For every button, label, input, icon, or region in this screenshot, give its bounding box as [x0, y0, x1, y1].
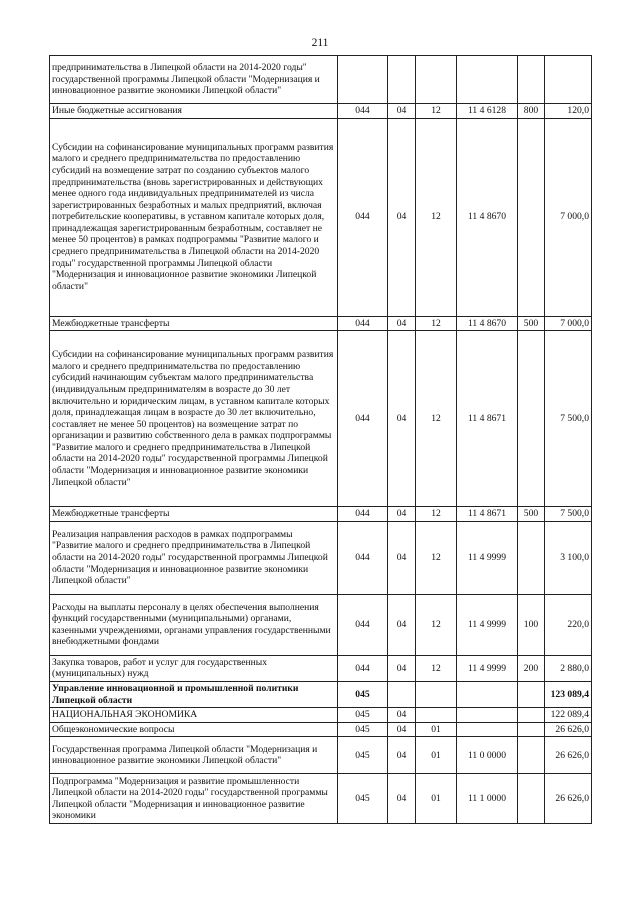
target-article-cell — [457, 681, 518, 707]
section-code-cell: 04 — [388, 594, 416, 655]
row-name-cell: предпринимательства в Липецкой области на 2014-2020 годы" государственной программы Липецкой области "Модернизация и инновационное развитие экономики Липецкой области" — [50, 56, 338, 104]
expense-type-cell — [518, 708, 545, 723]
target-article-cell: 11 1 0000 — [457, 774, 518, 824]
target-article-cell: 11 4 8671 — [457, 331, 518, 507]
amount-cell: 7 500,0 — [545, 507, 592, 522]
table-row — [50, 521, 592, 594]
target-article-cell: 11 4 9999 — [457, 655, 518, 681]
expense-type-cell — [518, 774, 545, 824]
subsection-code-cell: 12 — [416, 316, 457, 331]
row-name-cell: Расходы на выплаты персоналу в целях обеспечения выполнения функций государственными (муниципальными) органами, казенными учреждениями, органами управления государственными внебюджетными фондами — [50, 594, 338, 655]
table-row — [50, 737, 592, 774]
section-code-cell: 04 — [388, 722, 416, 737]
subsection-code-cell: 12 — [416, 521, 457, 594]
admin-code-cell: 044 — [338, 316, 388, 331]
section-code-cell: 04 — [388, 737, 416, 774]
amount-cell: 220,0 — [545, 594, 592, 655]
subsection-code-cell — [416, 681, 457, 707]
target-article-cell — [457, 722, 518, 737]
section-code-cell: 04 — [388, 331, 416, 507]
row-name-cell: Государственная программа Липецкой области "Модернизация и инновационное развитие экономики Липецкой области" — [50, 737, 338, 774]
amount-cell: 120,0 — [545, 104, 592, 119]
expense-type-cell — [518, 681, 545, 707]
subsection-code-cell: 12 — [416, 331, 457, 507]
admin-code-cell: 044 — [338, 594, 388, 655]
section-code-cell: 04 — [388, 774, 416, 824]
subsection-code-cell: 01 — [416, 722, 457, 737]
admin-code-cell: 045 — [338, 681, 388, 707]
table-row — [50, 681, 592, 707]
amount-cell: 3 100,0 — [545, 521, 592, 594]
table-row — [50, 708, 592, 723]
amount-cell: 26 626,0 — [545, 737, 592, 774]
amount-cell: 26 626,0 — [545, 774, 592, 824]
amount-cell: 7 000,0 — [545, 316, 592, 331]
section-code-cell: 04 — [388, 655, 416, 681]
table-row — [50, 655, 592, 681]
target-article-cell: 11 0 0000 — [457, 737, 518, 774]
table-row — [50, 722, 592, 737]
admin-code-cell: 044 — [338, 655, 388, 681]
target-article-cell: 11 4 8670 — [457, 316, 518, 331]
admin-code-cell: 044 — [338, 118, 388, 316]
expense-type-cell — [518, 722, 545, 737]
admin-code-cell: 044 — [338, 521, 388, 594]
admin-code-cell: 044 — [338, 331, 388, 507]
amount-cell: 26 626,0 — [545, 722, 592, 737]
target-article-cell — [457, 56, 518, 104]
budget-table — [49, 55, 592, 824]
admin-code-cell: 044 — [338, 104, 388, 119]
table-row — [50, 331, 592, 507]
row-name-cell: Межбюджетные трансферты — [50, 316, 338, 331]
subsection-code-cell: 12 — [416, 118, 457, 316]
row-name-cell: Общеэкономические вопросы — [50, 722, 338, 737]
section-code-cell — [388, 56, 416, 104]
target-article-cell: 11 4 8671 — [457, 507, 518, 522]
target-article-cell: 11 4 6128 — [457, 104, 518, 119]
table-row — [50, 104, 592, 119]
subsection-code-cell — [416, 708, 457, 723]
table-row — [50, 316, 592, 331]
page-number: 211 — [311, 37, 329, 49]
subsection-code-cell: 12 — [416, 655, 457, 681]
table-row — [50, 774, 592, 824]
subsection-code-cell: 01 — [416, 737, 457, 774]
expense-type-cell: 500 — [518, 507, 545, 522]
target-article-cell: 11 4 8670 — [457, 118, 518, 316]
row-name-cell: Подпрограмма "Модернизация и развитие промышленности Липецкой области на 2014-2020 годы" государственной программы Липецкой области "Модернизация и инновационное развитие экономики — [50, 774, 338, 824]
admin-code-cell: 045 — [338, 774, 388, 824]
section-code-cell: 04 — [388, 104, 416, 119]
admin-code-cell: 045 — [338, 722, 388, 737]
admin-code-cell — [338, 56, 388, 104]
row-name-cell: Управление инновационной и промышленной политики Липецкой области — [50, 681, 338, 707]
table-row — [50, 507, 592, 522]
expense-type-cell — [518, 737, 545, 774]
subsection-code-cell: 12 — [416, 104, 457, 119]
amount-cell: 123 089,4 — [545, 681, 592, 707]
budget-table-body — [50, 56, 592, 824]
expense-type-cell: 800 — [518, 104, 545, 119]
row-name-cell: Закупка товаров, работ и услуг для государственных (муниципальных) нужд — [50, 655, 338, 681]
row-name-cell: НАЦИОНАЛЬНАЯ ЭКОНОМИКА — [50, 708, 338, 723]
expense-type-cell: 500 — [518, 316, 545, 331]
subsection-code-cell: 01 — [416, 774, 457, 824]
target-article-cell — [457, 708, 518, 723]
amount-cell: 7 500,0 — [545, 331, 592, 507]
subsection-code-cell: 12 — [416, 507, 457, 522]
admin-code-cell: 044 — [338, 507, 388, 522]
row-name-cell: Субсидии на софинансирование муниципальных программ развития малого и среднего предпринимательства по предоставлению субсидий начинающим субъектам малого предпринимательства (индивидуальным предпринимателям в возрасте до 30 лет включительно и юридическим лицам, в уставном капитале которых доля, принадлежащая лицам в возрасте до 30 лет включительно, составляет не менее 50 процентов) на возмещение затрат по организации и развитию собственного дела в рамках подпрограммы "Развитие малого и среднего предпринимательства в Липецкой области на 2014-2020 годы" государственной программы Липецкой области "Модернизация и инновационное развитие экономики Липецкой области" — [50, 331, 338, 507]
subsection-code-cell — [416, 56, 457, 104]
expense-type-cell — [518, 56, 545, 104]
target-article-cell: 11 4 9999 — [457, 594, 518, 655]
section-code-cell: 04 — [388, 118, 416, 316]
expense-type-cell — [518, 331, 545, 507]
admin-code-cell: 045 — [338, 737, 388, 774]
section-code-cell: 04 — [388, 316, 416, 331]
expense-type-cell — [518, 118, 545, 316]
section-code-cell: 04 — [388, 507, 416, 522]
admin-code-cell: 045 — [338, 708, 388, 723]
expense-type-cell: 100 — [518, 594, 545, 655]
subsection-code-cell: 12 — [416, 594, 457, 655]
amount-cell: 122 089,4 — [545, 708, 592, 723]
row-name-cell: Межбюджетные трансферты — [50, 507, 338, 522]
section-code-cell: 04 — [388, 521, 416, 594]
target-article-cell: 11 4 9999 — [457, 521, 518, 594]
amount-cell — [545, 56, 592, 104]
row-name-cell: Субсидии на софинансирование муниципальных программ развития малого и среднего предпринимательства по предоставлению субсидий на возмещение затрат по созданию субъектов малого предпринимательства (вновь зарегистрированных и действующих менее одного года индивидуальных предпринимателей из числа зарегистрированных безработных и малых предприятий, включая потребительские кооперативы, в уставном капитале которых доля, принадлежащая зарегистрированным безработным, составляет не менее 50 процентов) в рамках подпрограммы "Развитие малого и среднего предпринимательства в Липецкой области на 2014-2020 годы" государственной программы Липецкой области "Модернизация и инновационное развитие экономики Липецкой области" — [50, 118, 338, 316]
expense-type-cell — [518, 521, 545, 594]
expense-type-cell: 200 — [518, 655, 545, 681]
section-code-cell — [388, 681, 416, 707]
table-row — [50, 56, 592, 104]
amount-cell: 7 000,0 — [545, 118, 592, 316]
amount-cell: 2 880,0 — [545, 655, 592, 681]
table-row — [50, 594, 592, 655]
section-code-cell: 04 — [388, 708, 416, 723]
row-name-cell: Иные бюджетные ассигнования — [50, 104, 338, 119]
row-name-cell: Реализация направления расходов в рамках подпрограммы "Развитие малого и среднего предпринимательства в Липецкой области на 2014-2020 годы" государственной программы Липецкой области "Модернизация и инновационное развитие экономики Липецкой области" — [50, 521, 338, 594]
table-row — [50, 118, 592, 316]
